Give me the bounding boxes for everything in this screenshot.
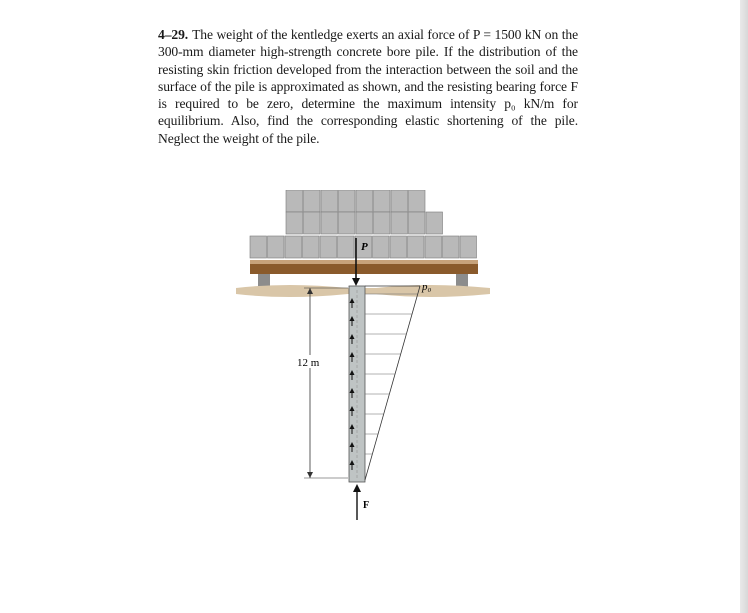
kentledge-block bbox=[268, 236, 285, 258]
kentledge-block bbox=[304, 212, 321, 234]
kentledge-block bbox=[320, 236, 337, 258]
label-length: 12 m bbox=[297, 357, 320, 369]
label-F: F bbox=[363, 500, 370, 511]
kentledge-block bbox=[460, 236, 477, 258]
kentledge-block bbox=[304, 190, 321, 212]
label-P: P bbox=[361, 241, 368, 253]
friction-distribution bbox=[365, 286, 420, 480]
pile-diagram bbox=[228, 190, 508, 530]
kentledge-block bbox=[286, 212, 303, 234]
kentledge-block bbox=[391, 190, 408, 212]
page-edge bbox=[740, 0, 748, 613]
kentledge-block bbox=[321, 190, 338, 212]
kentledge-block bbox=[356, 212, 373, 234]
kentledge-block bbox=[250, 236, 267, 258]
support-beam bbox=[250, 264, 478, 274]
kentledge-block bbox=[390, 236, 407, 258]
pile-figure bbox=[228, 190, 508, 530]
problem-text: The weight of the kentledge exerts an axial force of P = 1500 kN on the 300-mm diameter high-strength concrete bore pile. If the distribution of the resisting skin friction developed from the interaction between the soil and the surface of the pile is approximated as shown, and the resisting bearing force F is required to be zero, determine the maximum intensity p₀ kN/m for equilibrium. Also, find the corresponding elastic shortening of the pile. Neglect the weight of the pile. bbox=[158, 27, 578, 146]
kentledge-block bbox=[409, 190, 426, 212]
kentledge-block bbox=[356, 190, 373, 212]
kentledge-block bbox=[321, 212, 338, 234]
kentledge-block bbox=[286, 190, 303, 212]
kentledge-block bbox=[374, 212, 391, 234]
kentledge-block bbox=[373, 236, 390, 258]
kentledge-block bbox=[408, 236, 425, 258]
kentledge-block bbox=[409, 212, 426, 234]
kentledge-block bbox=[285, 236, 302, 258]
kentledge-block bbox=[425, 236, 442, 258]
beam-top-plate bbox=[250, 260, 478, 264]
label-p0: p₀ bbox=[422, 281, 432, 293]
kentledge-block bbox=[303, 236, 320, 258]
force-F-arrow bbox=[353, 484, 361, 520]
kentledge-block bbox=[391, 212, 408, 234]
kentledge-block bbox=[374, 190, 391, 212]
kentledge-block bbox=[339, 190, 356, 212]
problem-statement bbox=[158, 26, 578, 147]
problem-number: 4–29. bbox=[158, 27, 189, 42]
kentledge-block bbox=[426, 212, 443, 234]
kentledge-block bbox=[339, 212, 356, 234]
kentledge-block bbox=[443, 236, 460, 258]
length-dimension bbox=[294, 288, 348, 478]
kentledge-block bbox=[338, 236, 355, 258]
